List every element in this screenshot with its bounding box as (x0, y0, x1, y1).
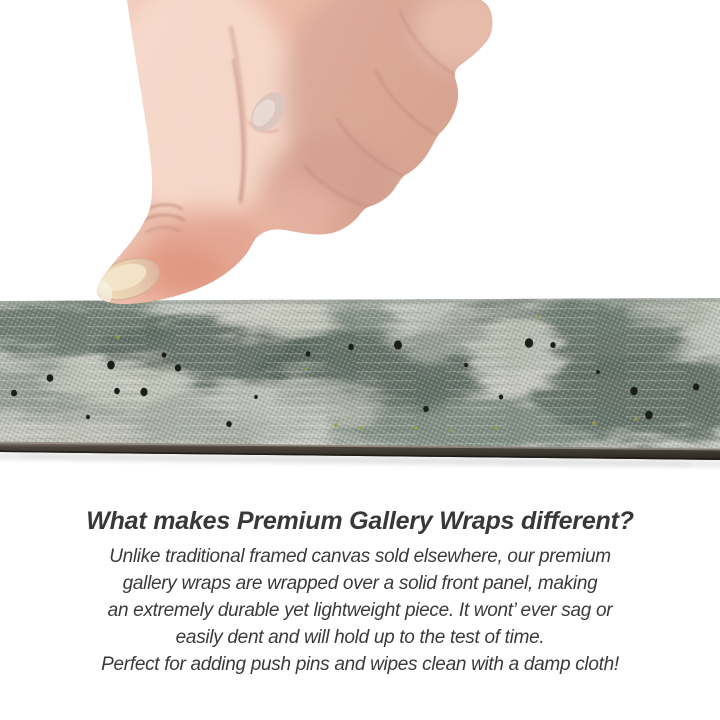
hand-pressing-image (0, 0, 720, 312)
canvas-painted-face (0, 297, 720, 453)
marketing-copy (0, 505, 720, 678)
body-line-3: an extremely durable yet lightweight piece. It wont’ ever sag or (107, 600, 613, 621)
body-line-2: gallery wraps are wrapped over a solid front panel, making (122, 573, 598, 594)
body-line-1: Unlike traditional framed canvas sold elsewhere, our premium (109, 546, 611, 567)
body-line-4: easily dent and will hold up to the test of time. (175, 627, 545, 648)
canvas-edge-image (0, 297, 720, 469)
body-line-5: Perfect for adding push pins and wipes clean with a damp cloth! (101, 654, 619, 675)
section-heading: What makes Premium Gallery Wraps different? (86, 507, 634, 535)
